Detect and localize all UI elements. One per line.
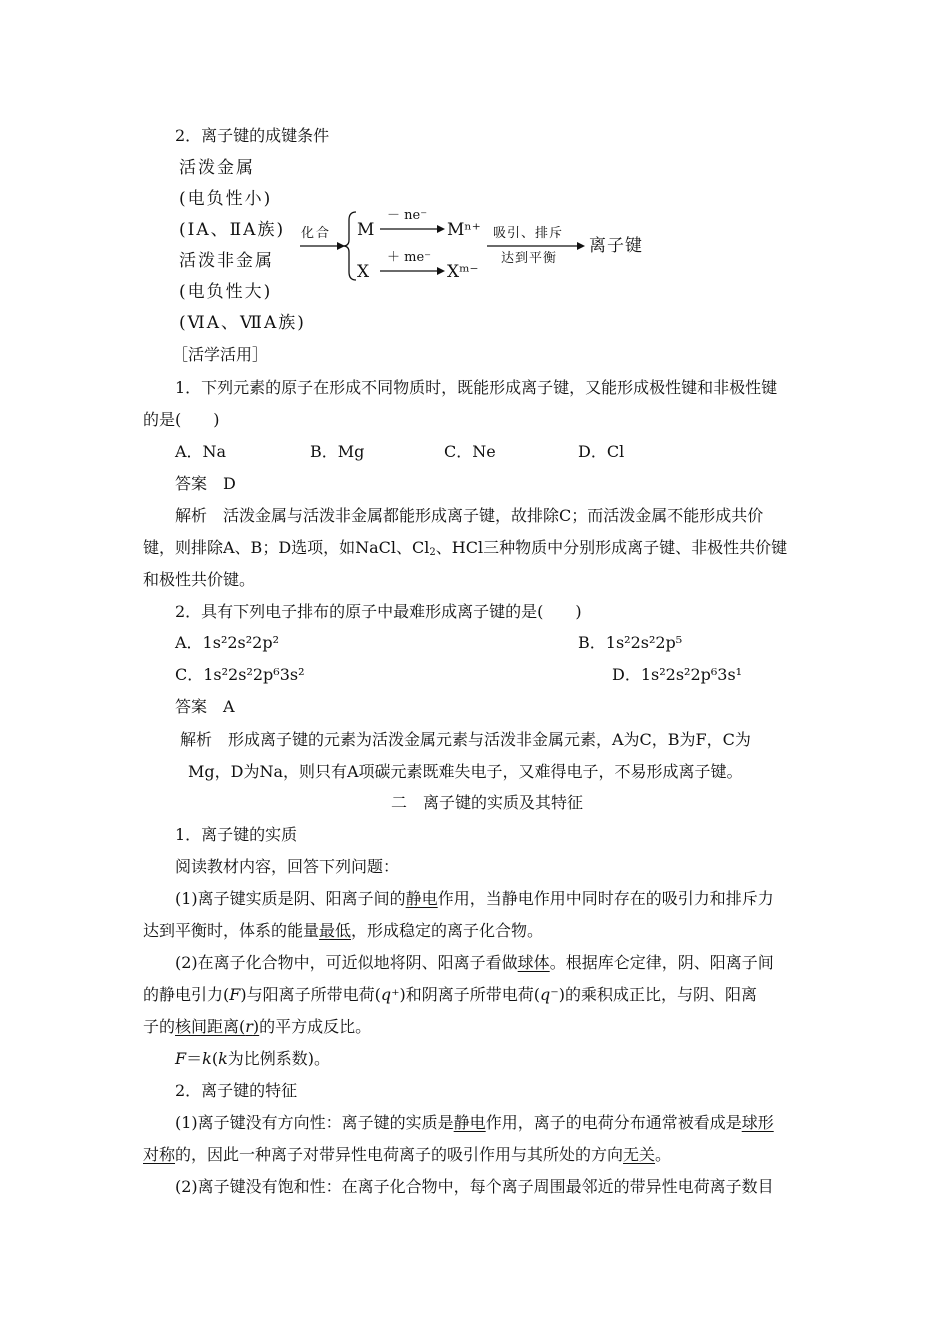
q1-explanation-line2: 键，则排除A、B；D选项，如NaCl、$Cl_2$、HCl三种物质中分别形成离子键、非极性共价键 bbox=[143, 538, 788, 558]
q1-explanation-line1: 解析 活泼金属与活泼非金属都能形成离子键，故排除C；而活泼金属不能形成共价 bbox=[175, 506, 764, 525]
nonmetal-symbol: X bbox=[357, 262, 370, 282]
diagram-arrows bbox=[175, 156, 655, 338]
attract-repel-label: 吸引、排斥 bbox=[493, 226, 564, 241]
blank-lowest: 最低 bbox=[319, 921, 352, 940]
q1-option-c: C．Ne bbox=[444, 442, 496, 461]
ionic-bond-formation-diagram bbox=[175, 156, 655, 338]
blank-sphere: 球体 bbox=[517, 953, 550, 972]
metal-electronegativity: (电负性小) bbox=[179, 189, 273, 209]
q2-explanation-line2: Mg，D为Na，则只有A项碳元素既难失电子，又难得电子，不易形成离子键。 bbox=[188, 762, 743, 781]
q1-option-d: D．Cl bbox=[578, 442, 625, 461]
essence-intro: 阅读教材内容，回答下列问题： bbox=[175, 857, 400, 876]
blank-electrostatic: 静电 bbox=[405, 889, 438, 908]
q1-option-a: A．Na bbox=[175, 442, 227, 461]
lose-electron-label: － ne⁻ bbox=[387, 208, 428, 223]
essence-p2-line2: 的静电引力(F)与阳离子所带电荷(q⁺)和阴离子所带电荷(q⁻)的乘积成正比，与阴、阳离 bbox=[143, 985, 757, 1004]
blank-nuclear-distance: 核间距离(r) bbox=[175, 1017, 260, 1036]
q1-explanation-line3: 和极性共价键。 bbox=[143, 570, 256, 589]
blank-electrostatic-2: 静电 bbox=[453, 1113, 486, 1132]
q2-option-d: D．1s²2s²2p⁶3s¹ bbox=[612, 665, 743, 684]
essence-title: 1．离子键的实质 bbox=[175, 825, 298, 844]
combine-label: 化合 bbox=[301, 226, 332, 241]
essence-p1-line2: 达到平衡时，体系的能量最低，形成稳定的离子化合物。 bbox=[143, 921, 544, 940]
metal-label: 活泼金属 bbox=[179, 158, 255, 178]
essence-p2-line3: 子的核间距离(r)的平方成反比。 bbox=[143, 1017, 372, 1036]
practice-label: ［活学活用］ bbox=[172, 345, 269, 364]
features-f1-line1: (1)离子键没有方向性：离子键的实质是静电作用，离子的电荷分布通常被看成是球形 bbox=[175, 1113, 774, 1132]
brace bbox=[343, 212, 356, 280]
section2-heading: 二 离子键的实质及其特征 bbox=[391, 793, 584, 812]
essence-p2-line1: (2)在离子化合物中，可近似地将阴、阳离子看做球体。根据库仑定律，阴、阳离子间 bbox=[175, 953, 774, 972]
q2-option-b: B．1s²2s²2p⁵ bbox=[578, 633, 683, 652]
q2-option-a: A．1s²2s²2p² bbox=[175, 633, 280, 652]
q2-answer: 答案 A bbox=[175, 697, 235, 716]
metal-cation: Mⁿ⁺ bbox=[447, 220, 481, 240]
metal-groups: (ⅠA、ⅡA族) bbox=[179, 220, 286, 240]
balance-label: 达到平衡 bbox=[501, 251, 558, 266]
q1-answer: 答案 D bbox=[175, 474, 236, 493]
ionic-bond-result: 离子键 bbox=[589, 236, 643, 256]
blank-symmetric: 对称 bbox=[143, 1145, 176, 1164]
nonmetal-label: 活泼非金属 bbox=[179, 251, 274, 271]
blank-unrelated: 无关 bbox=[623, 1145, 656, 1164]
features-title: 2．离子键的特征 bbox=[175, 1081, 298, 1100]
q2-option-c: C．1s²2s²2p⁶3s² bbox=[175, 665, 305, 684]
blank-spherical: 球形 bbox=[741, 1113, 774, 1132]
q1-stem-line2: 的是( ) bbox=[143, 410, 220, 429]
q1-stem-line1: 1．下列元素的原子在形成不同物质时，既能形成离子键，又能形成极性键和非极性键 bbox=[175, 378, 778, 397]
section-title-bond-conditions: 2．离子键的成键条件 bbox=[175, 126, 330, 145]
q2-stem: 2．具有下列电子排布的原子中最难形成离子键的是( ) bbox=[175, 602, 582, 621]
metal-symbol: M bbox=[357, 220, 375, 240]
features-f1-line2: 对称的，因此一种离子对带异性电荷离子的吸引作用与其所处的方向无关。 bbox=[143, 1145, 672, 1164]
features-f2-line1: (2)离子键没有饱和性：在离子化合物中，每个离子周围最邻近的带异性电荷离子数目 bbox=[175, 1177, 774, 1196]
q1-option-b: B．Mg bbox=[310, 442, 365, 461]
nonmetal-anion: Xᵐ⁻ bbox=[447, 262, 479, 282]
q2-explanation-line1: 解析 形成离子键的元素为活泼金属元素与活泼非金属元素，A为C，B为F，C为 bbox=[180, 730, 751, 749]
nonmetal-groups: (ⅥA、ⅦA族) bbox=[179, 313, 306, 333]
nonmetal-electronegativity: (电负性大) bbox=[179, 282, 273, 302]
gain-electron-label: ＋ me⁻ bbox=[387, 250, 432, 265]
essence-p1-line1: (1)离子键实质是阴、阳离子间的静电作用，当静电作用中同时存在的吸引力和排斥力 bbox=[175, 889, 774, 908]
coulomb-formula: F＝k(k为比例系数)。 bbox=[175, 1049, 331, 1068]
